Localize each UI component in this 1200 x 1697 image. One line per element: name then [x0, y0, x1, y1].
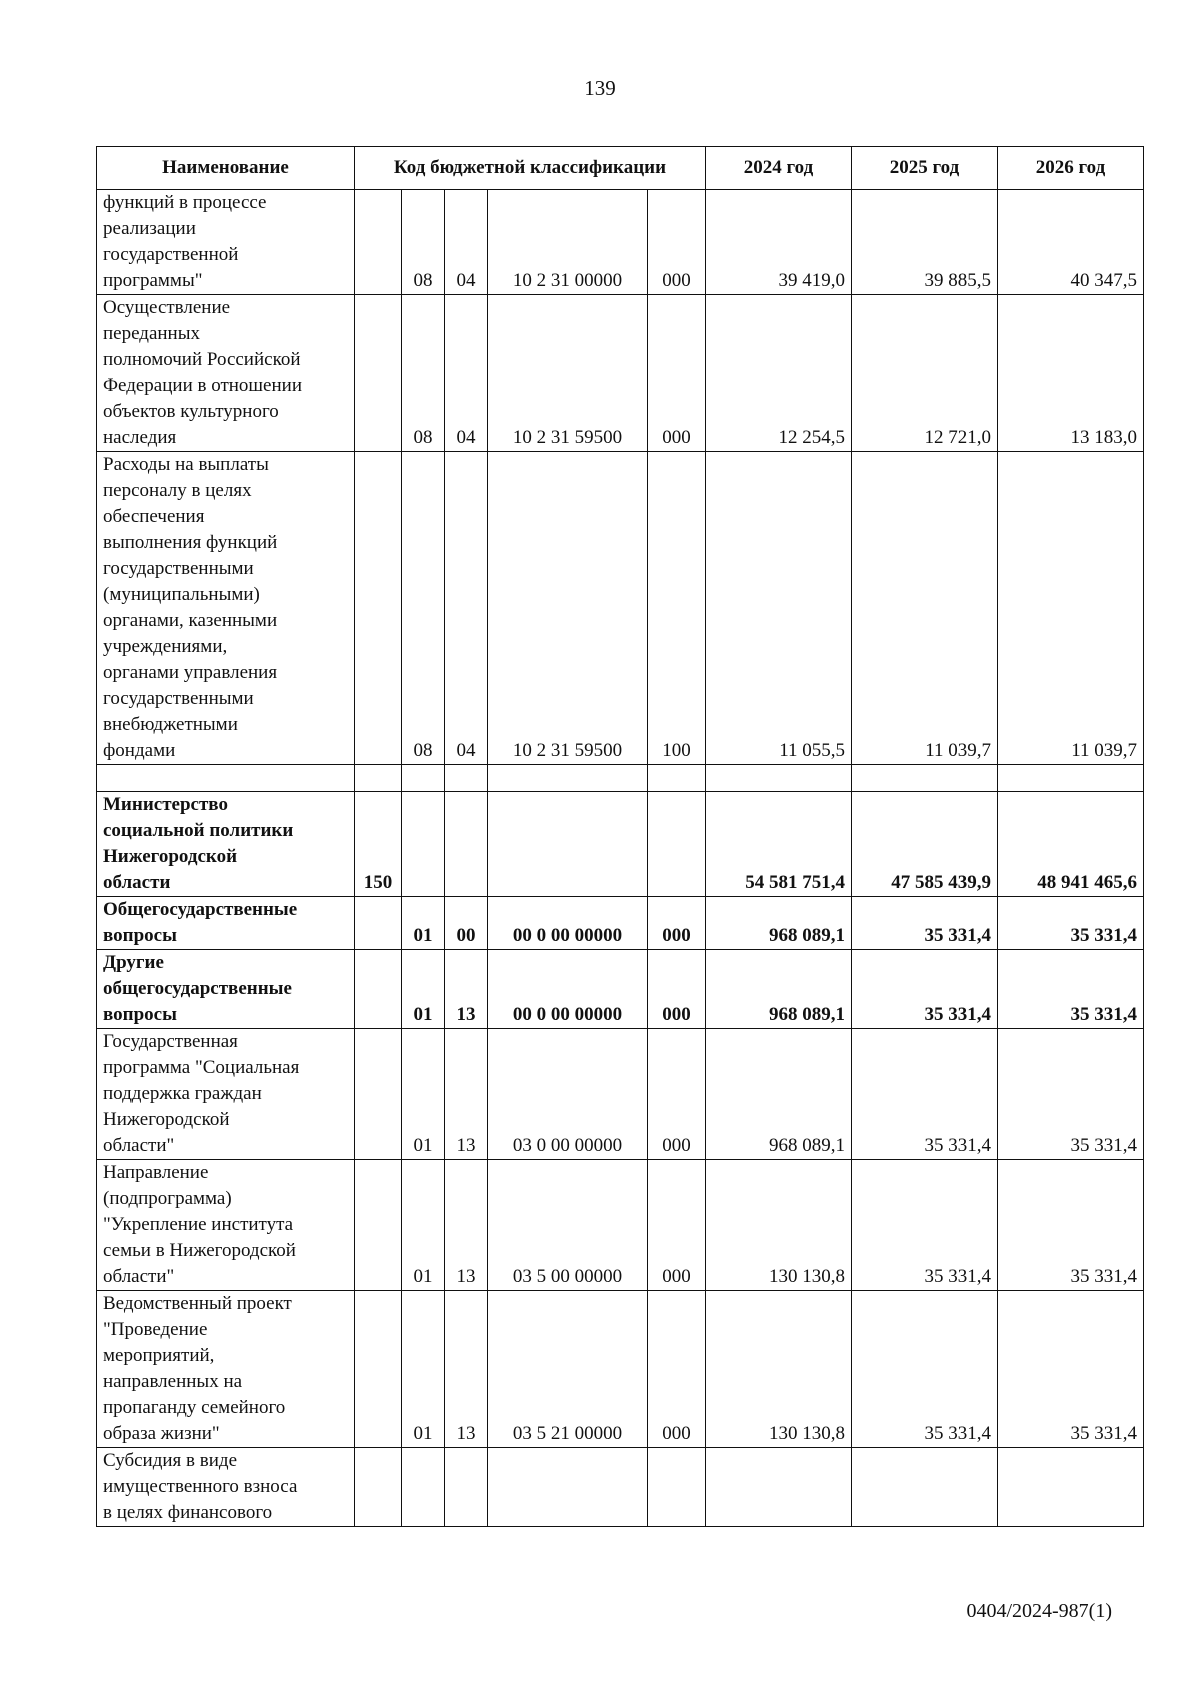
code-subsection: 13 — [445, 1029, 488, 1160]
spacer-cell — [648, 765, 706, 792]
value-2025 — [852, 1448, 998, 1527]
value-2025: 47 585 439,9 — [852, 792, 998, 897]
value-2025: 11 039,7 — [852, 452, 998, 765]
code-expense-type: 000 — [648, 950, 706, 1029]
value-2026: 11 039,7 — [998, 452, 1144, 765]
page-number: 139 — [584, 76, 616, 100]
row-name: Осуществление переданных полномочий Российской Федерации в отношении объектов культурного наследия — [97, 295, 355, 452]
value-2024: 39 419,0 — [706, 190, 852, 295]
row-name: Министерство социальной политики Нижегородской области — [97, 792, 355, 897]
code-section — [402, 1448, 445, 1527]
row-name: функций в процессе реализации государственной программы" — [97, 190, 355, 295]
table-row — [97, 295, 1144, 452]
code-department — [355, 452, 402, 765]
code-expense-type: 000 — [648, 1160, 706, 1291]
code-section: 01 — [402, 1029, 445, 1160]
code-subsection: 00 — [445, 897, 488, 950]
spacer-cell — [488, 765, 648, 792]
value-2026 — [998, 1448, 1144, 1527]
code-subsection: 13 — [445, 950, 488, 1029]
value-2024: 968 089,1 — [706, 1029, 852, 1160]
code-subsection — [445, 1448, 488, 1527]
code-section — [402, 792, 445, 897]
spacer-cell — [998, 765, 1144, 792]
code-department — [355, 1029, 402, 1160]
code-department — [355, 190, 402, 295]
code-department — [355, 1291, 402, 1448]
row-name: Расходы на выплаты персоналу в целях обеспечения выполнения функций государственными (муниципальными) органами, казенными учреждениями, органами управления государственными внебюджетными фондами — [97, 452, 355, 765]
value-2026: 35 331,4 — [998, 950, 1144, 1029]
header-row — [97, 147, 1144, 190]
spacer-row — [97, 765, 1144, 792]
code-target-article: 10 2 31 59500 — [488, 295, 648, 452]
code-expense-type — [648, 1448, 706, 1527]
code-section: 08 — [402, 295, 445, 452]
code-subsection — [445, 792, 488, 897]
code-section: 01 — [402, 950, 445, 1029]
code-target-article: 03 5 21 00000 — [488, 1291, 648, 1448]
code-expense-type: 100 — [648, 452, 706, 765]
value-2025: 35 331,4 — [852, 897, 998, 950]
code-expense-type: 000 — [648, 295, 706, 452]
value-2026: 35 331,4 — [998, 897, 1144, 950]
value-2024: 968 089,1 — [706, 950, 852, 1029]
code-department: 150 — [355, 792, 402, 897]
value-2024 — [706, 1448, 852, 1527]
value-2024: 968 089,1 — [706, 897, 852, 950]
value-2026: 48 941 465,6 — [998, 792, 1144, 897]
code-subsection: 04 — [445, 190, 488, 295]
code-target-article: 03 0 00 00000 — [488, 1029, 648, 1160]
table-row — [97, 1448, 1144, 1527]
spacer-cell — [402, 765, 445, 792]
header-code: Код бюджетной классификации — [355, 147, 706, 190]
value-2025: 35 331,4 — [852, 1160, 998, 1291]
row-name: Государственная программа "Социальная поддержка граждан Нижегородской области" — [97, 1029, 355, 1160]
code-section: 08 — [402, 190, 445, 295]
code-section: 01 — [402, 1291, 445, 1448]
value-2025: 39 885,5 — [852, 190, 998, 295]
header-2026: 2026 год — [998, 147, 1144, 190]
value-2025: 35 331,4 — [852, 950, 998, 1029]
header-2024: 2024 год — [706, 147, 852, 190]
code-target-article: 10 2 31 59500 — [488, 452, 648, 765]
code-expense-type: 000 — [648, 1029, 706, 1160]
value-2024: 130 130,8 — [706, 1160, 852, 1291]
row-name: Ведомственный проект "Проведение мероприятий, направленных на пропаганду семейного образа жизни" — [97, 1291, 355, 1448]
code-department — [355, 897, 402, 950]
code-subsection: 13 — [445, 1160, 488, 1291]
header-name: Наименование — [97, 147, 355, 190]
value-2026: 35 331,4 — [998, 1160, 1144, 1291]
document-code: 0404/2024-987(1) — [966, 1600, 1112, 1622]
code-department — [355, 1160, 402, 1291]
value-2026: 40 347,5 — [998, 190, 1144, 295]
table-row — [97, 1160, 1144, 1291]
table-row — [97, 452, 1144, 765]
budget-table — [96, 146, 1144, 1527]
code-subsection: 04 — [445, 452, 488, 765]
value-2026: 35 331,4 — [998, 1291, 1144, 1448]
code-section: 01 — [402, 1160, 445, 1291]
code-target-article — [488, 1448, 648, 1527]
value-2024: 130 130,8 — [706, 1291, 852, 1448]
spacer-cell — [445, 765, 488, 792]
spacer-cell — [355, 765, 402, 792]
spacer-cell — [97, 765, 355, 792]
table-row — [97, 1029, 1144, 1160]
header-2025: 2025 год — [852, 147, 998, 190]
table-row — [97, 190, 1144, 295]
code-expense-type — [648, 792, 706, 897]
value-2024: 12 254,5 — [706, 295, 852, 452]
row-name: Субсидия в виде имущественного взноса в целях финансового — [97, 1448, 355, 1527]
table-row — [97, 792, 1144, 897]
value-2026: 35 331,4 — [998, 1029, 1144, 1160]
value-2024: 54 581 751,4 — [706, 792, 852, 897]
code-section: 08 — [402, 452, 445, 765]
spacer-cell — [706, 765, 852, 792]
row-name: Другие общегосударственные вопросы — [97, 950, 355, 1029]
table-row — [97, 950, 1144, 1029]
code-target-article: 10 2 31 00000 — [488, 190, 648, 295]
value-2024: 11 055,5 — [706, 452, 852, 765]
code-expense-type: 000 — [648, 1291, 706, 1448]
code-expense-type: 000 — [648, 190, 706, 295]
code-subsection: 04 — [445, 295, 488, 452]
code-expense-type: 000 — [648, 897, 706, 950]
code-target-article — [488, 792, 648, 897]
value-2025: 35 331,4 — [852, 1291, 998, 1448]
code-target-article: 00 0 00 00000 — [488, 950, 648, 1029]
value-2025: 12 721,0 — [852, 295, 998, 452]
row-name: Направление (подпрограмма) "Укрепление института семьи в Нижегородской области" — [97, 1160, 355, 1291]
code-department — [355, 950, 402, 1029]
value-2025: 35 331,4 — [852, 1029, 998, 1160]
code-section: 01 — [402, 897, 445, 950]
value-2026: 13 183,0 — [998, 295, 1144, 452]
table-row — [97, 1291, 1144, 1448]
code-subsection: 13 — [445, 1291, 488, 1448]
code-target-article: 00 0 00 00000 — [488, 897, 648, 950]
row-name: Общегосударственные вопросы — [97, 897, 355, 950]
code-target-article: 03 5 00 00000 — [488, 1160, 648, 1291]
spacer-cell — [852, 765, 998, 792]
table-row — [97, 897, 1144, 950]
code-department — [355, 295, 402, 452]
code-department — [355, 1448, 402, 1527]
